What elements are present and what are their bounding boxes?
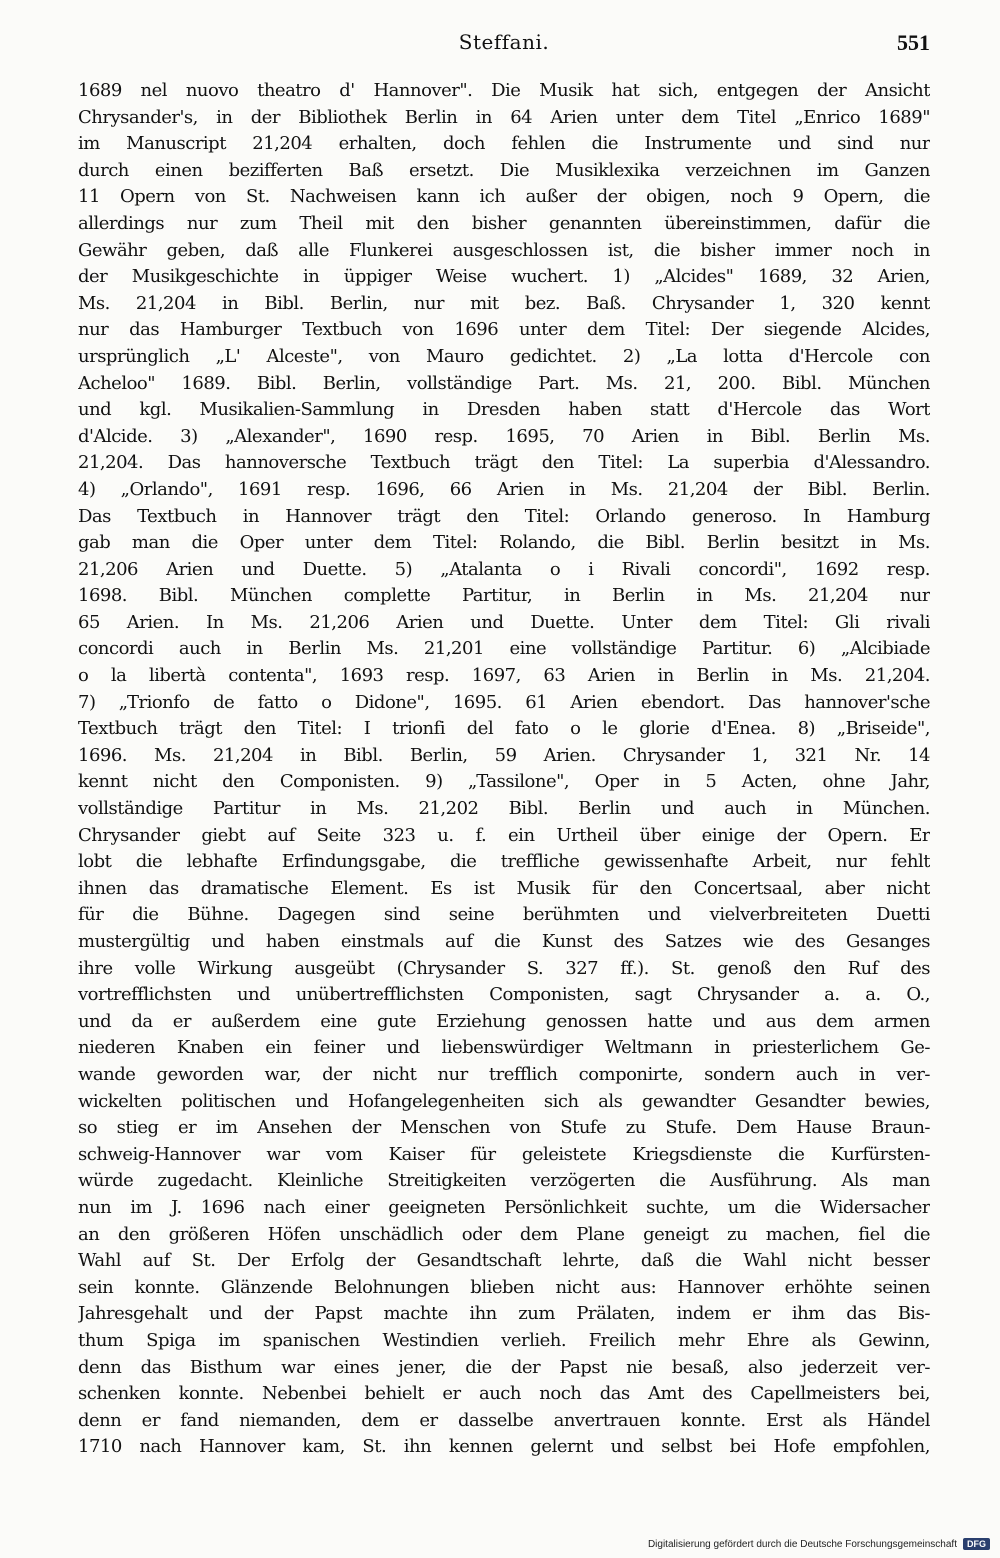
page-number: 551 (897, 30, 930, 55)
text-line: concordi auch in Berlin Ms. 21,201 eine vollständige Partitur. 6) „Alcibiade (78, 638, 930, 660)
text-line: sein konnte. Glänzende Belohnungen blieben nicht aus: Hannover erhöhte seinen (78, 1276, 930, 1298)
text-line: ursprünglich „L' Alceste", von Mauro gedichtet. 2) „La lotta d'Hercole con (78, 345, 930, 367)
body-text (78, 78, 930, 1461)
text-line: niederen Knaben ein feiner und liebenswürdiger Weltmann in priesterlichem Ge- (78, 1037, 930, 1059)
text-line: mustergültig und haben einstmals auf die Kunst des Satzes wie des Gesanges (78, 931, 930, 952)
text-line: o la libertà contenta", 1693 resp. 1697, 63 Arien in Berlin in Ms. 21,204. (78, 665, 930, 687)
footer-credit: Digitalisierung gefördert durch die Deutsche Forschungsgemeinschaft (647, 1538, 957, 1550)
text-line: vortrefflichsten und unübertrefflichsten Componisten, sagt Chrysander a. a. O., (78, 984, 930, 1006)
text-line: 1698. Bibl. München complette Partitur, in Berlin in Ms. 21,204 nur (78, 585, 930, 607)
text-line: der Musikgeschichte in üppiger Weise wuchert. 1) „Alcides" 1689, 32 Arien, (78, 266, 930, 288)
text-line: Acheloo" 1689. Bibl. Berlin, vollständige Part. Ms. 21, 200. Bibl. München (78, 372, 930, 394)
running-head (78, 30, 930, 60)
text-line: schenken konnte. Nebenbei behielt er auch noch das Amt des Capellmeisters bei, (78, 1383, 930, 1405)
text-line: schweig-Hannover war vom Kaiser für geleistete Kriegsdienste die Kurfürsten- (78, 1143, 930, 1165)
text-line: im Manuscript 21,204 erhalten, doch fehlen die Instrumente und sind nur (78, 133, 930, 155)
text-line: 21,206 Arien und Duette. 5) „Atalanta o i Rivali concordi", 1692 resp. (78, 558, 930, 580)
text-line: an den größeren Höfen unschädlich oder dem Plane geneigt zu machen, fiel die (78, 1223, 930, 1245)
text-line: vollständige Partitur in Ms. 21,202 Bibl. Berlin und auch in München. (78, 798, 930, 820)
text-line: gab man die Oper unter dem Titel: Rolando, die Bibl. Berlin besitzt in Ms. (78, 532, 930, 554)
text-line: Wahl auf St. Der Erfolg der Gesandtschaft lehrte, daß die Wahl nicht besser (78, 1250, 930, 1272)
text-line: 1696. Ms. 21,204 in Bibl. Berlin, 59 Arien. Chrysander 1, 321 Nr. 14 (78, 744, 930, 766)
text-line: 1710 nach Hannover kam, St. ihn kennen gelernt und selbst bei Hofe empfohlen, (78, 1436, 930, 1458)
text-line: ihnen das dramatische Element. Es ist Musik für den Concertsaal, aber nicht (78, 877, 930, 899)
text-line: denn das Bisthum war eines jener, die der Papst nie besaß, also jederzeit ver- (78, 1356, 930, 1378)
text-line: wickelten politischen und Hofangelegenheiten sich als gewandter Gesandter bewies, (78, 1090, 930, 1112)
text-line: Chrysander giebt auf Seite 323 u. f. ein Urtheil über einige der Opern. Er (78, 824, 930, 846)
text-line: nun im J. 1696 nach einer geeigneten Persönlichkeit suchte, um die Widersacher (78, 1196, 930, 1218)
text-line: allerdings nur zum Theil mit den bisher genannten übereinstimmen, dafür die (78, 212, 930, 234)
text-line: 11 Opern von St. Nachweisen kann ich außer der obigen, noch 9 Opern, die (78, 186, 930, 208)
text-line: 1689 nel nuovo theatro d' Hannover". Die Musik hat sich, entgegen der Ansicht (78, 80, 930, 101)
text-line: 65 Arien. In Ms. 21,206 Arien und Duette. Unter dem Titel: Gli rivali (78, 611, 930, 633)
text-line: würde zugedacht. Kleinliche Streitigkeiten verzögerten die Ausführung. Als man (78, 1170, 930, 1192)
text-line: Ms. 21,204 in Bibl. Berlin, nur mit bez. Baß. Chrysander 1, 320 kennt (78, 292, 930, 314)
text-line: nur das Hamburger Textbuch von 1696 unter dem Titel: Der siegende Alcides, (78, 319, 930, 341)
text-line: 7) „Trionfo de fatto o Didone", 1695. 61 Arien ebendort. Das hannover'sche (78, 691, 930, 713)
text-line: lobt die lebhafte Erfindungsgabe, die treffliche gewissenhafte Arbeit, nur fehlt (78, 851, 930, 873)
text-line: thum Spiga im spanischen Westindien verlieh. Freilich mehr Ehre als Gewinn, (78, 1329, 930, 1351)
text-line: Chrysander's, in der Bibliothek Berlin in 64 Arien unter dem Titel „Enrico 1689" (78, 106, 930, 128)
text-line: und da er außerdem eine gute Erziehung genossen hatte und aus dem armen (78, 1010, 930, 1032)
text-line: Gewähr geben, daß alle Flunkerei ausgeschlossen ist, die bisher immer noch in (78, 239, 930, 261)
text-line: Jahresgehalt und der Papst machte ihn zum Prälaten, indem er ihm das Bis- (78, 1303, 930, 1325)
text-line: 4) „Orlando", 1691 resp. 1696, 66 Arien in Ms. 21,204 der Bibl. Berlin. (78, 478, 930, 500)
text-line: und kgl. Musikalien-Sammlung in Dresden haben statt d'Hercole das Wort (78, 399, 930, 421)
text-line: für die Bühne. Dagegen sind seine berühmten und vielverbreiteten Duetti (78, 904, 930, 926)
text-line: d'Alcide. 3) „Alexander", 1690 resp. 1695, 70 Arien in Bibl. Berlin Ms. (78, 425, 930, 447)
footer (648, 1538, 990, 1550)
running-title: Steffani. (458, 30, 550, 54)
text-line: kennt nicht den Componisten. 9) „Tassilone", Oper in 5 Acten, ohne Jahr, (78, 771, 930, 793)
dfg-logo: DFG (963, 1538, 990, 1550)
text-line: 21,204. Das hannoversche Textbuch trägt den Titel: La superbia d'Alessandro. (78, 452, 930, 474)
text-line: so stieg er im Ansehen der Menschen von Stufe zu Stufe. Dem Hause Braun- (78, 1117, 930, 1139)
text-line: denn er fand niemanden, dem er dasselbe anvertrauen konnte. Erst als Händel (78, 1409, 930, 1431)
text-line: Das Textbuch in Hannover trägt den Titel: Orlando generoso. In Hamburg (78, 505, 930, 527)
text-line: durch einen bezifferten Baß ersetzt. Die Musiklexika verzeichnen im Ganzen (78, 159, 930, 181)
text-line: wande geworden war, der nicht nur trefflich componirte, sondern auch in ver- (78, 1063, 930, 1085)
text-line: Textbuch trägt den Titel: I trionfi del fato o le glorie d'Enea. 8) „Briseide", (78, 718, 930, 740)
text-line: ihre volle Wirkung ausgeübt (Chrysander S. 327 ff.). St. genoß den Ruf des (78, 957, 930, 979)
